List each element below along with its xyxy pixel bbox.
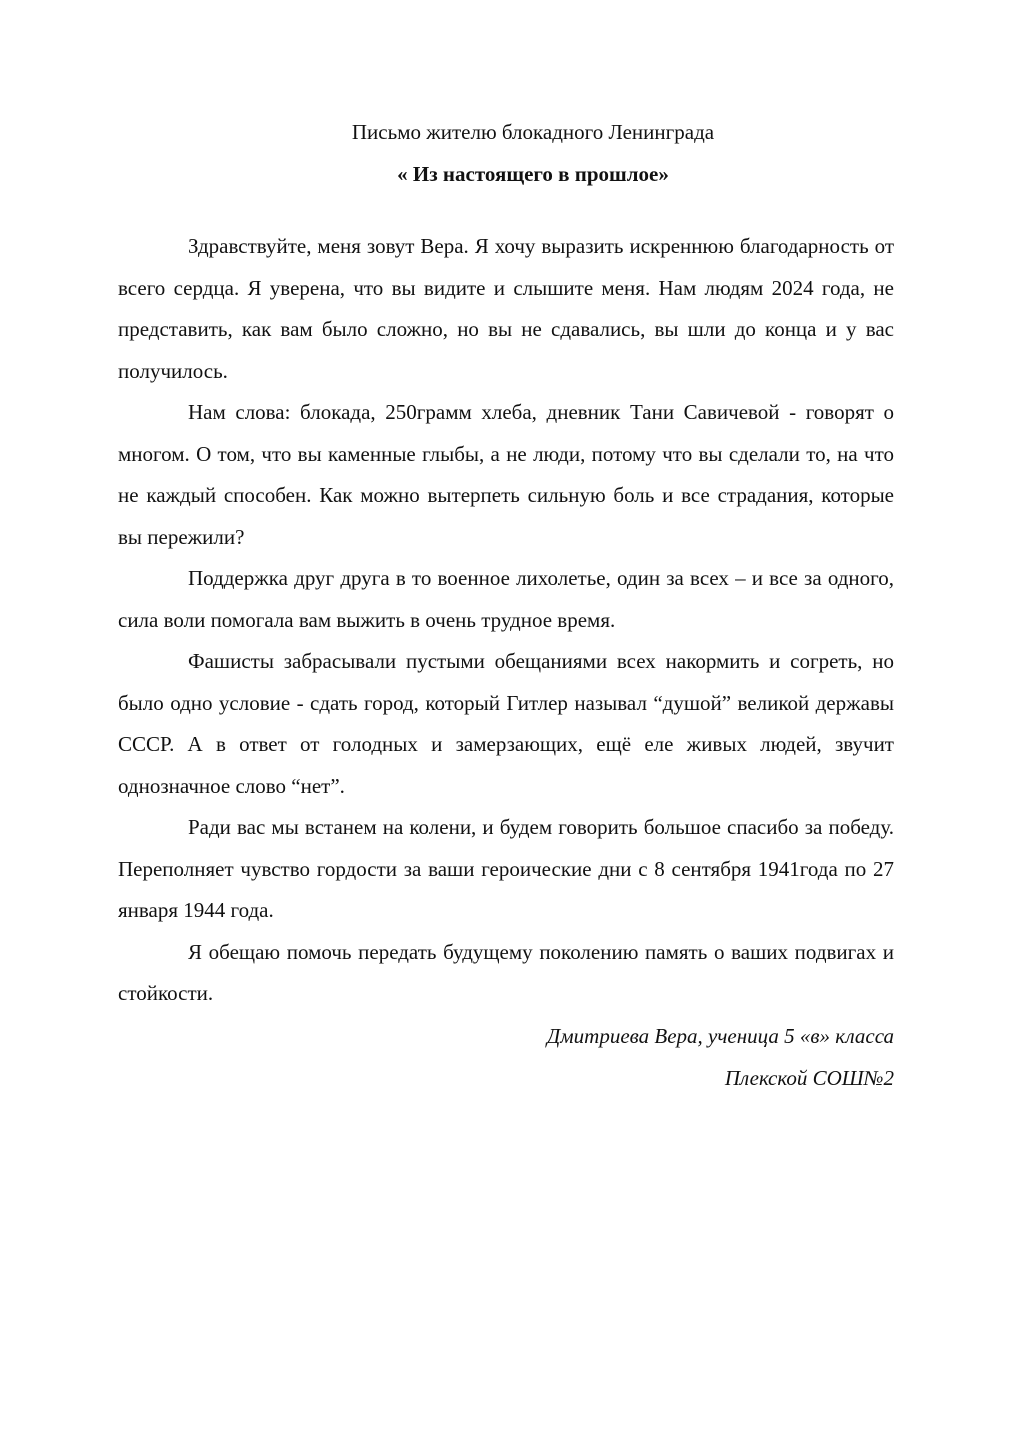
letter-subtitle: « Из настоящего в прошлое» <box>397 162 669 186</box>
paragraph: Ради вас мы встанем на колени, и будем говорить большое спасибо за победу. Переполняет чувство гордости за ваши героические дни с 8 сентября 1941года по 27 января 1944 года. <box>118 815 894 922</box>
paragraph: Поддержка друг друга в то военное лихолетье, один за всех – и все за одного, сила воли помогала вам выжить в очень трудное время. <box>118 566 894 632</box>
letter-title: Письмо жителю блокадного Ленинграда <box>351 120 715 144</box>
signature-school: Плекской СОШ№2 <box>724 1066 894 1090</box>
paragraph: Нам слова: блокада, 250грамм хлеба, дневник Тани Савичевой - говорят о многом. О том, что вы каменные глыбы, а не люди, потому что вы сделали то, на что не каждый способен. Как можно вытерпеть сильную боль и все страдания, которые вы пережили? <box>118 400 894 549</box>
signature-author: Дмитриева Вера, ученица 5 «в» класса <box>546 1024 894 1048</box>
letter-body <box>118 226 894 1015</box>
paragraph: Фашисты забрасывали пустыми обещаниями всех накормить и согреть, но было одно условие - сдать город, который Гитлер называл “душой” великой державы СССР. А в ответ от голодных и замерзающих, ещё еле живых людей, звучит однозначное слово “нет”. <box>118 649 894 798</box>
paragraph: Здравствуйте, меня зовут Вера. Я хочу выразить искреннюю благодарность от всего сердца. Я уверена, что вы видите и слышите меня. Нам людям 2024 года, не представить, как вам было сложно, но вы не сдавались, вы шли до конца и у вас получилось. <box>118 234 894 383</box>
paragraph: Я обещаю помочь передать будущему поколению память о ваших подвигах и стойкости. <box>118 939 894 1005</box>
